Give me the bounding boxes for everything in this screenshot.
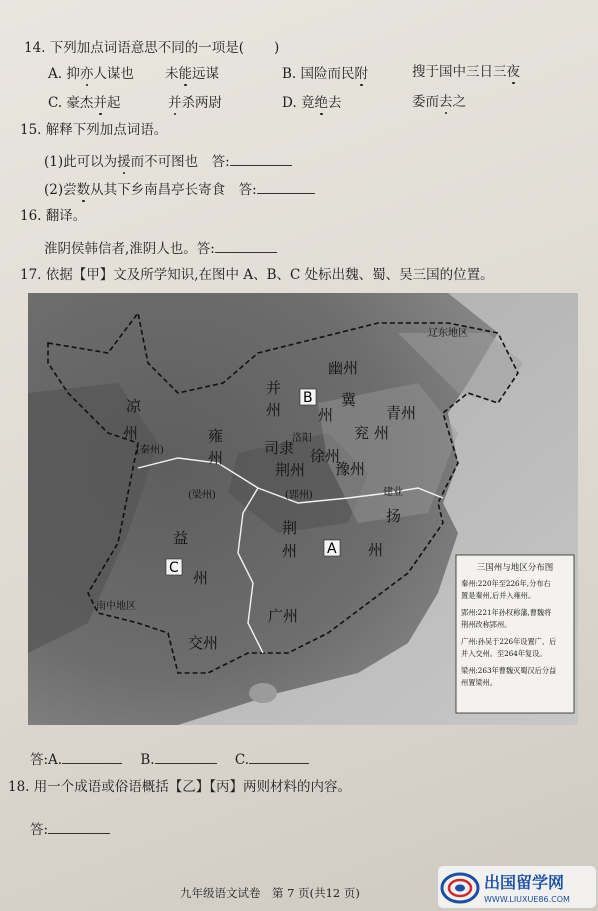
label-liaodong: 辽东地区 xyxy=(428,328,468,339)
label-yingzhou: (郢州) xyxy=(285,490,313,501)
q15-item-2: (2)尝数从其下乡南昌亭长寄食 答: xyxy=(44,180,315,199)
label-yuzhou: 豫州 xyxy=(335,460,366,478)
label-yi-2: 州 xyxy=(193,569,209,587)
legend-line: 郢州:221年孙权称藩,曹魏将 xyxy=(461,608,552,617)
q16-sentence: 淮阴侯韩信者,淮阴人也。答: xyxy=(44,239,277,258)
q17-answer-line: 答:A. B. C. xyxy=(30,750,309,769)
label-guangzhou: 广州 xyxy=(268,607,299,625)
q17-stem: 17. 依据【甲】文及所学知识,在图中 A、B、C 处标出魏、蜀、吴三国的位置。 xyxy=(20,267,494,283)
label-liang-2: 州 xyxy=(123,424,139,442)
answer-blank-b[interactable] xyxy=(155,750,217,764)
svg-text:B: B xyxy=(303,390,313,406)
marker-a[interactable] xyxy=(324,540,340,557)
label-liangzhou: (梁州) xyxy=(188,490,216,501)
legend-line: 并入交州。至264年复设。 xyxy=(461,649,547,658)
label-yi: 益 xyxy=(173,529,189,547)
q14-option-d-pair: 委而去之 xyxy=(412,94,466,110)
label-jing: 荆 xyxy=(282,519,298,537)
three-kingdoms-map xyxy=(28,293,578,725)
q14-option-a-pair: 未能远谋 xyxy=(165,66,219,82)
answer-blank[interactable] xyxy=(48,820,110,834)
legend-line: 荆州改称郢州。 xyxy=(461,620,512,629)
legend-line: 秦州:220年至226年,分布右 xyxy=(461,579,551,588)
label-jianye: 建业 xyxy=(383,487,403,498)
label-luoyang: 洛阳 xyxy=(292,433,312,444)
label-yong-2: 州 xyxy=(208,449,224,467)
label-nanzhong: 南中地区 xyxy=(96,601,136,612)
label-liang: 凉 xyxy=(126,397,142,415)
q14-option-b: B. 国险而民附 xyxy=(282,66,369,82)
map-legend xyxy=(456,555,574,713)
q16-stem: 16. 翻译。 xyxy=(20,208,87,224)
label-xuzhou: 徐州 xyxy=(310,447,341,465)
q18-stem: 18. 用一个成语或俗语概括【乙】【丙】两则材料的内容。 xyxy=(8,779,352,795)
answer-blank[interactable] xyxy=(215,239,277,253)
svg-text:C: C xyxy=(169,560,179,576)
svg-text:WWW.LIUXUE86.COM: WWW.LIUXUE86.COM xyxy=(484,895,570,904)
q15-stem: 15. 解释下列加点词语。 xyxy=(20,122,168,138)
label-qinzhou: (秦州) xyxy=(136,445,164,456)
legend-line: 广州:孙吴于226年设置广、后 xyxy=(461,637,557,646)
label-yang-zhou: 州 xyxy=(368,541,384,559)
q14-option-a: A. 抑亦人谋也 xyxy=(48,66,134,82)
marker-c[interactable] xyxy=(166,559,182,576)
page-footer: 九年级语文试卷 第 7 页(共12 页) xyxy=(180,886,360,900)
site-watermark-logo xyxy=(438,866,596,908)
marker-b[interactable] xyxy=(300,389,316,406)
legend-line: 置是秦州,后并入雍州。 xyxy=(461,591,536,600)
legend-line: 梁州:263年曹魏灭蜀汉后分益 xyxy=(461,666,557,675)
answer-blank-a[interactable] xyxy=(62,750,122,764)
label-qingzhou: 青州 xyxy=(386,404,417,422)
label-jiaozhou: 交州 xyxy=(188,634,219,652)
q18-answer: 答: xyxy=(30,820,110,839)
q14-option-c: C. 豪杰并起 xyxy=(48,95,121,111)
q14-option-b-pair: 搜于国中三日三夜 xyxy=(412,64,520,80)
label-sili: 司隶 xyxy=(264,439,295,457)
q14-option-d: D. 竟绝去 xyxy=(282,95,342,111)
legend-title: 三国州与地区分布图 xyxy=(476,563,554,573)
label-jing-north: 荆州 xyxy=(275,461,306,479)
label-bing-2: 州 xyxy=(266,401,282,419)
q14-stem: 14. 下列加点词语意思不同的一项是( ) xyxy=(24,40,280,56)
legend-line: 州置梁州。 xyxy=(461,678,497,687)
answer-blank[interactable] xyxy=(257,180,315,194)
label-yang: 扬 xyxy=(386,507,402,525)
label-jing-2: 州 xyxy=(282,542,298,560)
hainan-island xyxy=(249,683,277,703)
answer-blank[interactable] xyxy=(230,152,292,166)
svg-text:出国留学网: 出国留学网 xyxy=(484,873,565,892)
label-ji: 冀 xyxy=(341,391,357,409)
label-yan: 兖 xyxy=(354,424,370,442)
label-yong: 雍 xyxy=(208,427,224,445)
label-ji-2: 州 xyxy=(318,406,334,424)
svg-text:A: A xyxy=(327,541,337,557)
label-bing: 并 xyxy=(266,379,282,397)
label-yan-2: 州 xyxy=(374,424,390,442)
q14-option-c-pair: 并杀两尉 xyxy=(168,95,222,111)
q15-item-1: (1)此可以为援而不可图也 答: xyxy=(44,152,292,171)
answer-blank-c[interactable] xyxy=(249,750,309,764)
label-youzhou: 幽州 xyxy=(328,359,359,377)
